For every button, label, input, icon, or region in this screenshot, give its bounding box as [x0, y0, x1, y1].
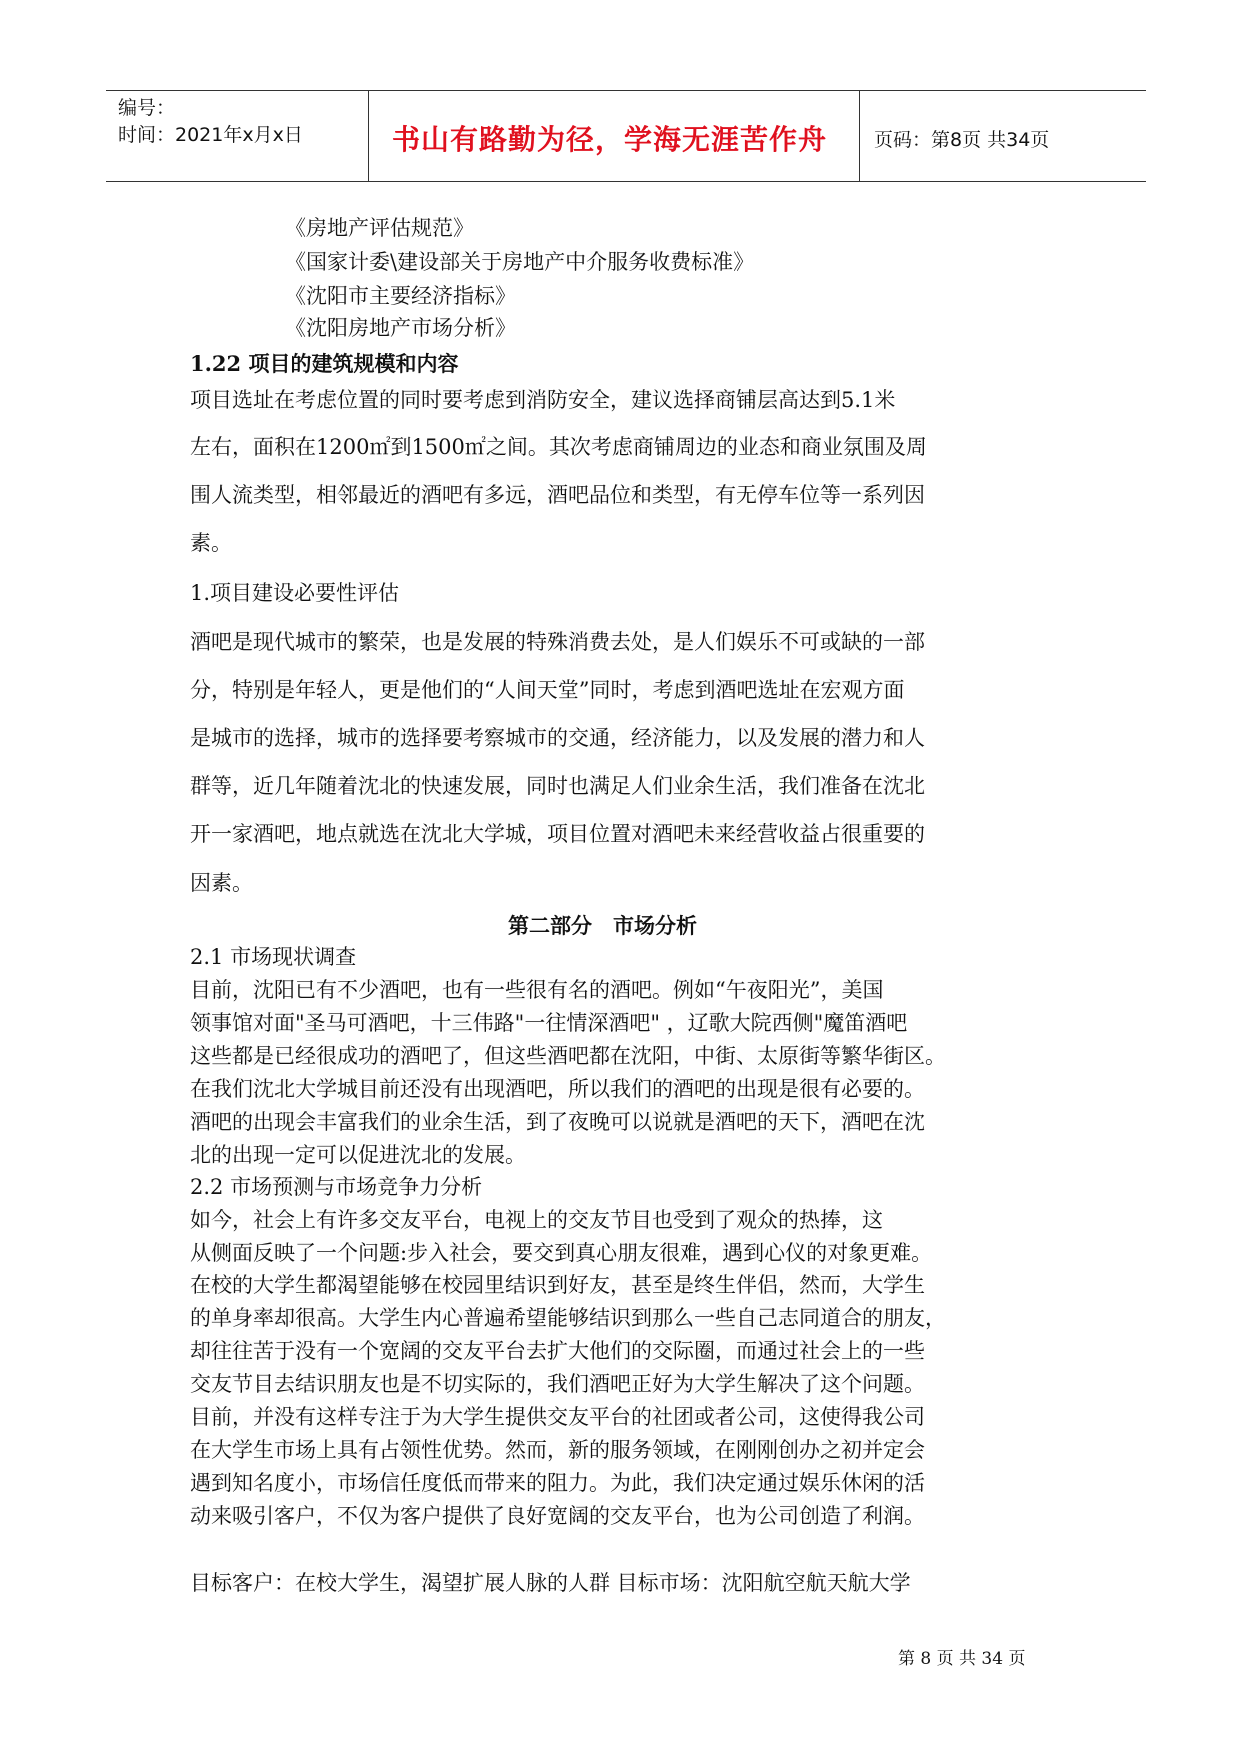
section-heading-2-1: 2.1 市场现状调查	[190, 945, 357, 969]
reference-item: 《房地产评估规范》	[285, 216, 474, 240]
paragraph-line: 在大学生市场上具有占领性优势。然而，新的服务领域，在刚刚创办之初并定会	[190, 1438, 925, 1462]
paragraph-line: 酒吧是现代城市的繁荣，也是发展的特殊消费去处，是人们娱乐不可或缺的一部	[190, 630, 925, 654]
paragraph-line: 如今，社会上有许多交友平台，电视上的交友节目也受到了观众的热捧，这	[190, 1208, 883, 1232]
footer-page-number: 第 8 页 共 34 页	[898, 1649, 1026, 1669]
paragraph-line: 左右，面积在1200㎡到1500㎡之间。其次考虑商铺周边的业态和商业氛围及周	[190, 435, 927, 459]
paragraph-line: 素。	[190, 531, 232, 555]
paragraph-line: 目前，沈阳已有不少酒吧，也有一些很有名的酒吧。例如“午夜阳光”，美国	[190, 978, 884, 1002]
paragraph-line: 领事馆对面"圣马可酒吧，十三伟路"一往情深酒吧" ，辽歌大院西侧"魔笛酒吧	[190, 1011, 908, 1035]
header-time-label: 时间：2021年x月x日	[118, 124, 303, 146]
paragraph-line: 这些都是已经很成功的酒吧了，但这些酒吧都在沈阳，中街、太原街等繁华街区。	[190, 1044, 946, 1068]
paragraph-line: 酒吧的出现会丰富我们的业余生活，到了夜晚可以说就是酒吧的天下，酒吧在沈	[190, 1110, 925, 1134]
paragraph-line: 遇到知名度小，市场信任度低而带来的阻力。为此，我们决定通过娱乐休闲的活	[190, 1471, 925, 1495]
paragraph-line: 是城市的选择，城市的选择要考察城市的交通，经济能力，以及发展的潜力和人	[190, 726, 925, 750]
reference-item: 《沈阳房地产市场分析》	[285, 316, 516, 340]
paragraph-line: 却往往苦于没有一个宽阔的交友平台去扩大他们的交际圈，而通过社会上的一些	[190, 1339, 925, 1363]
part-two-title: 第二部分 市场分析	[508, 913, 697, 938]
paragraph-line: 交友节目去结识朋友也是不切实际的，我们酒吧正好为大学生解决了这个问题。	[190, 1372, 925, 1396]
header-page-label: 页码：第8页 共34页	[874, 129, 1050, 151]
reference-item: 《国家计委\建设部关于房地产中介服务收费标准》	[285, 250, 755, 274]
paragraph-line: 从侧面反映了一个问题:步入社会，要交到真心朋友很难，遇到心仪的对象更难。	[190, 1241, 933, 1265]
reference-item: 《沈阳市主要经济指标》	[285, 284, 516, 308]
paragraph-line: 分，特别是年轻人，更是他们的“人间天堂”同时，考虑到酒吧选址在宏观方面	[190, 678, 905, 702]
header-motto: 书山有路勤为径，学海无涯苦作舟	[392, 123, 828, 156]
paragraph-line: 项目选址在考虑位置的同时要考虑到消防安全，建议选择商铺层高达到5.1米	[190, 388, 896, 412]
paragraph-line: 目前，并没有这样专注于为大学生提供交友平台的社团或者公司，这使得我公司	[190, 1405, 925, 1429]
paragraph-line: 在校的大学生都渴望能够在校园里结识到好友，甚至是终生伴侣，然而，大学生	[190, 1273, 925, 1297]
header-number-label: 编号：	[118, 97, 176, 119]
header-bottom-rule	[106, 181, 1146, 182]
paragraph-line: 动来吸引客户，不仅为客户提供了良好宽阔的交友平台，也为公司创造了利润。	[190, 1504, 925, 1528]
header-divider-right	[859, 91, 860, 181]
section-heading-necessity: 1.项目建设必要性评估	[190, 581, 400, 605]
paragraph-line: 群等，近几年随着沈北的快速发展，同时也满足人们业余生活，我们准备在沈北	[190, 774, 925, 798]
section-heading-1-22: 1.22 项目的建筑规模和内容	[190, 351, 459, 376]
paragraph-line: 开一家酒吧，地点就选在沈北大学城，项目位置对酒吧未来经营收益占很重要的	[190, 822, 925, 846]
header-divider-left	[368, 91, 369, 181]
paragraph-line: 的单身率却很高。大学生内心普遍希望能够结识到那么一些自己志同道合的朋友，	[190, 1306, 946, 1330]
paragraph-line: 北的出现一定可以促进沈北的发展。	[190, 1143, 526, 1167]
paragraph-line: 因素。	[190, 871, 253, 895]
section-heading-2-2: 2.2 市场预测与市场竞争力分析	[190, 1175, 483, 1199]
header-top-rule	[106, 90, 1146, 91]
paragraph-line: 围人流类型，相邻最近的酒吧有多远，酒吧品位和类型，有无停车位等一系列因	[190, 483, 925, 507]
target-customer-line: 目标客户：在校大学生，渴望扩展人脉的人群 目标市场：沈阳航空航天航大学	[190, 1571, 911, 1595]
paragraph-line: 在我们沈北大学城目前还没有出现酒吧，所以我们的酒吧的出现是很有必要的。	[190, 1077, 925, 1101]
